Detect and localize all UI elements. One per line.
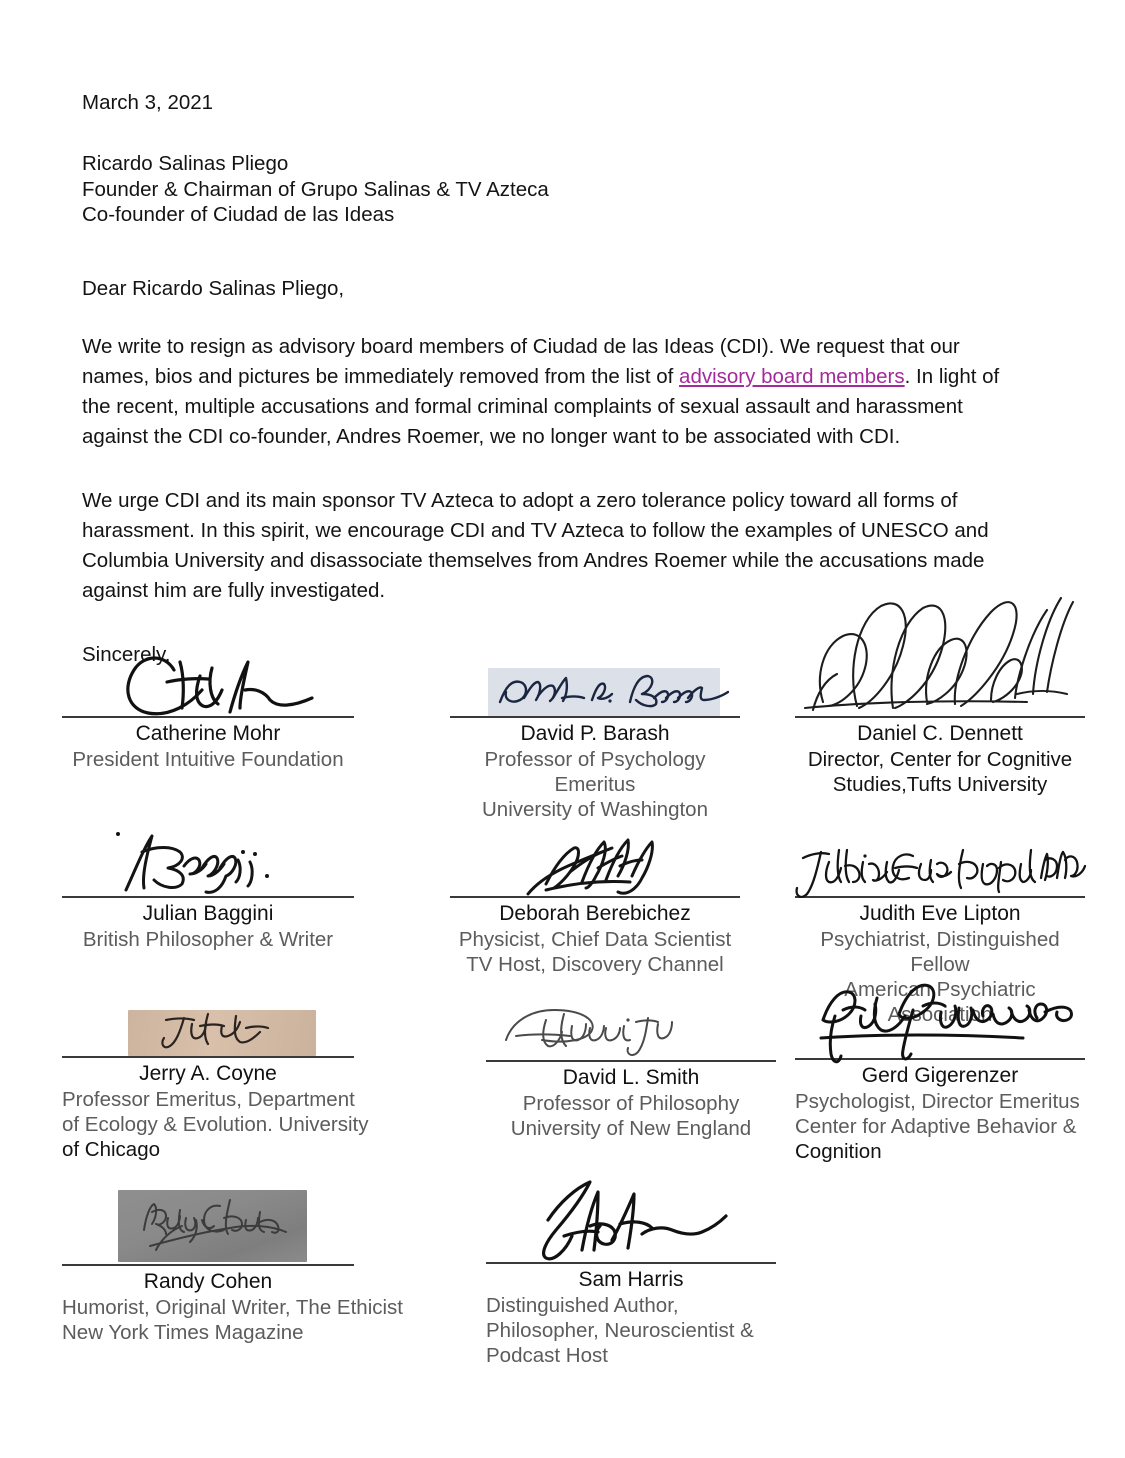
signature-rule-judith-eve-lipton: [795, 896, 1085, 898]
signature-block-daniel-c-dennett: [795, 598, 1085, 797]
letter-body: [82, 88, 1022, 668]
signature-block-sam-harris: [486, 1180, 776, 1368]
signatory-name-david-l-smith: David L. Smith: [562, 1066, 700, 1089]
signature-art-daniel-c-dennett: [795, 598, 1085, 716]
signature-rule-david-p-barash: [450, 716, 740, 718]
signature-art-julian-baggini: [62, 824, 354, 896]
signature-block-catherine-mohr: [62, 646, 354, 772]
advisory-board-members-link[interactable]: advisory board members: [679, 364, 905, 388]
signature-art-david-p-barash: [450, 658, 740, 716]
signatory-title-daniel-c-dennett: Director, Center for Cognitive Studies,Tufts University: [807, 748, 1073, 796]
signatory-name-gerd-gigerenzer: Gerd Gigerenzer: [861, 1064, 1019, 1087]
salutation: Dear Ricardo Salinas Pliego,: [82, 276, 345, 300]
signature-rule-jerry-a-coyne: [62, 1056, 354, 1058]
signature-block-julian-baggini: [62, 824, 354, 952]
signature-block-gerd-gigerenzer: [795, 976, 1085, 1164]
recipient-block: [82, 151, 1022, 228]
signature-art-deborah-berebichez: [450, 834, 740, 896]
signatory-title-julian-baggini: British Philosopher & Writer: [82, 928, 334, 951]
paragraph-two: We urge CDI and its main sponsor TV Azteca to adopt a zero tolerance policy toward all forms of harassment. In this spirit, we encourage CDI and TV Azteca to follow the examples of UNESCO and Columbia University and disassociate themselves from Andres Roemer while the accusations made against him are fully investigated.: [82, 488, 989, 602]
closing-salutation: Sincerely,: [82, 642, 171, 666]
signatory-name-jerry-a-coyne: Jerry A. Coyne: [139, 1062, 277, 1085]
signature-block-deborah-berebichez: [450, 834, 740, 977]
signature-grid: [0, 646, 1125, 1458]
signature-rule-deborah-berebichez: [450, 896, 740, 898]
signature-rule-david-l-smith: [486, 1060, 776, 1062]
signatory-name-daniel-c-dennett: Daniel C. Dennett: [857, 722, 1023, 745]
signatory-title-deborah-berebichez: Physicist, Chief Data Scientist TV Host, Discovery Channel: [458, 928, 732, 976]
signature-art-jerry-a-coyne: [62, 1004, 354, 1056]
signatory-title-randy-cohen: Humorist, Original Writer, The Ethicist New York Times Magazine: [62, 1296, 404, 1344]
signatory-title-jerry-a-coyne: Professor Emeritus, Department of Ecology & Evolution. University of Chicago: [62, 1088, 369, 1161]
signatory-title-catherine-mohr: President Intuitive Foundation: [72, 748, 344, 771]
paragraph-one: [82, 332, 1012, 452]
signature-rule-julian-baggini: [62, 896, 354, 898]
paragraph-one-text-before: We write to resign as advisory board members of Ciudad de las Ideas (CDI). We request that our names, bios and pictures be immediately removed from the list of: [82, 334, 960, 388]
signatory-name-sam-harris: Sam Harris: [578, 1268, 684, 1291]
signature-block-david-p-barash: [450, 658, 740, 822]
signatory-name-julian-baggini: Julian Baggini: [142, 902, 274, 925]
signatory-title-david-p-barash: Professor of Psychology Emeritus University of Washington: [482, 748, 708, 821]
signature-block-david-l-smith: [486, 1002, 776, 1141]
signature-art-gerd-gigerenzer: [795, 976, 1085, 1058]
signatory-title-gerd-gigerenzer: Psychologist, Director Emeritus Center for Adaptive Behavior & Cognition: [795, 1090, 1080, 1163]
signature-rule-sam-harris: [486, 1262, 776, 1264]
recipient-title-1: Founder & Chairman of Grupo Salinas & TV Azteca: [82, 177, 549, 201]
signatory-title-judith-eve-lipton: Psychiatrist, Distinguished Fellow American Psychiatric Association: [820, 928, 1060, 1026]
signatory-name-david-p-barash: David P. Barash: [520, 722, 670, 745]
signature-art-sam-harris: [486, 1180, 776, 1262]
recipient-name: Ricardo Salinas Pliego: [82, 152, 289, 175]
signature-rule-daniel-c-dennett: [795, 716, 1085, 718]
signature-rule-catherine-mohr: [62, 716, 354, 718]
signature-art-randy-cohen: [62, 1186, 354, 1264]
signatory-name-deborah-berebichez: Deborah Berebichez: [499, 902, 691, 925]
signatory-name-catherine-mohr: Catherine Mohr: [135, 722, 281, 745]
signature-rule-randy-cohen: [62, 1264, 354, 1266]
signature-art-david-l-smith: [486, 1002, 776, 1060]
letter-date: March 3, 2021: [82, 91, 214, 114]
signature-block-jerry-a-coyne: [62, 1004, 369, 1162]
signatory-name-judith-eve-lipton: Judith Eve Lipton: [859, 902, 1021, 925]
paragraph-one-text-after: . In light of the recent, multiple accusations and formal criminal complaints of sexual assault and harassment against the CDI co-founder, Andres Roemer, we no longer want to be associated with CDI.: [82, 364, 1000, 448]
signatory-title-sam-harris: Distinguished Author, Philosopher, Neuroscientist & Podcast Host: [486, 1294, 754, 1367]
signature-art-judith-eve-lipton: [795, 844, 1085, 896]
signatory-name-randy-cohen: Randy Cohen: [143, 1270, 273, 1293]
signature-block-randy-cohen: [62, 1186, 404, 1345]
signature-art-catherine-mohr: [62, 646, 354, 716]
signatory-title-david-l-smith: Professor of Philosophy University of New England: [510, 1092, 752, 1140]
recipient-title-2: Co-founder of Ciudad de las Ideas: [82, 203, 395, 226]
